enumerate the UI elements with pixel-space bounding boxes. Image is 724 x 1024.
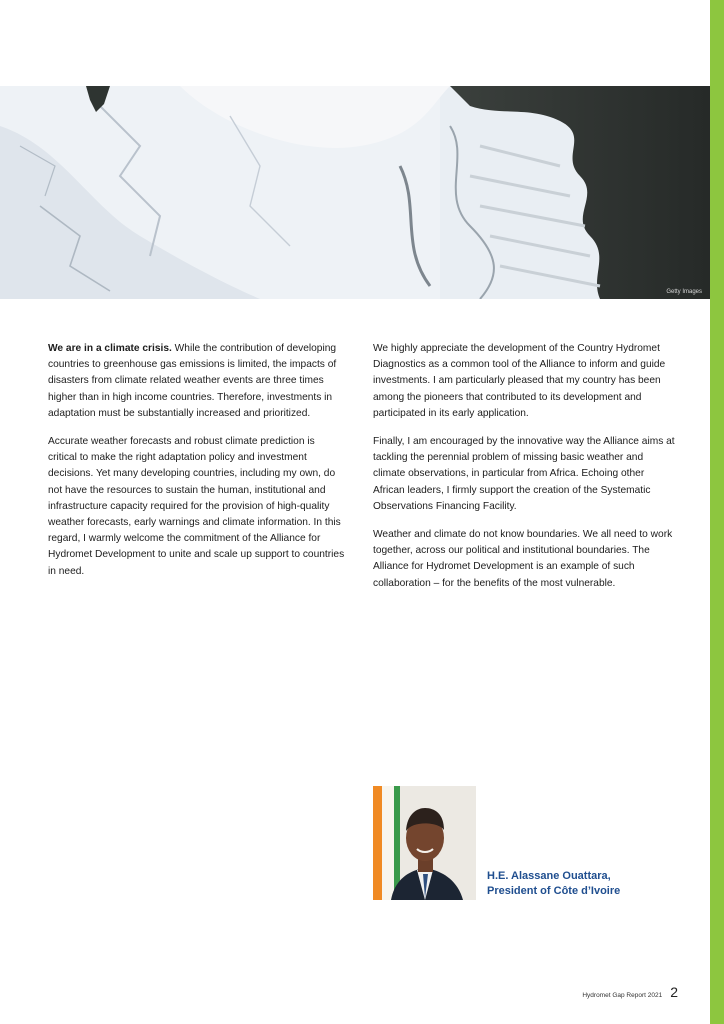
paragraph-diagnostics: We highly appreciate the development of the Country Hydromet Diagnostics as a common tool of the Alliance to inform and guide investments. I am particularly pleased that my country has been among the pioneers that contributed to its development and participated in its early application. <box>373 343 666 419</box>
paragraph-boundaries: Weather and climate do not know boundaries. We all need to work together, across our political and institutional boundaries. The Alliance for Hydromet Development is an example of such collaboration – for the benefits of the most vulnerable. <box>373 529 673 589</box>
portrait-graphic <box>373 786 476 900</box>
page-number: 2 <box>670 984 678 1000</box>
right-text-column <box>373 341 677 604</box>
green-margin-strip <box>710 0 724 1024</box>
lead-bold-text: We are in a climate crisis. <box>48 343 172 354</box>
hero-satellite-image <box>0 86 710 299</box>
left-text-column <box>48 341 346 592</box>
signature-caption <box>487 869 620 899</box>
footer-report-title: Hydromet Gap Report 2021 <box>582 992 663 999</box>
signatory-title: President of Côte d’Ivoire <box>487 885 621 897</box>
image-credit: Getty Images <box>666 289 702 295</box>
paragraph-observations: Finally, I am encouraged by the innovative way the Alliance aims at tackling the perennial problem of missing basic weather and climate observations, in particular from Africa. Echoing other African leaders, I firmly support the creation of the Systematic Observations Financing Facility. <box>373 436 675 512</box>
paragraph-intro <box>48 341 346 422</box>
portrait-photo <box>373 786 476 900</box>
paragraph-forecasts: Accurate weather forecasts and robust climate prediction is critical to make the right adaptation policy and investment decisions. Yet many developing countries, including my own, do not have the resources to sustain the human, institutional and infrastructure capacity required for the provision of high-quality weather forecasts, early warnings and climate information. In this regard, I warmly welcome the commitment of the Alliance for Hydromet Development to unite and scale up support to countries in need. <box>48 436 345 577</box>
signatory-name: H.E. Alassane Ouattara, <box>487 870 611 882</box>
page-footer <box>582 984 678 1000</box>
lead-rest-text: While the contribution of developing countries to greenhouse gas emissions is limited, the impacts of disasters from climate related weather events are three times higher than in high income countries. Therefore, investments in adaptation must be substantially increased and prioritized. <box>48 343 337 419</box>
satellite-image-graphic <box>0 86 710 299</box>
